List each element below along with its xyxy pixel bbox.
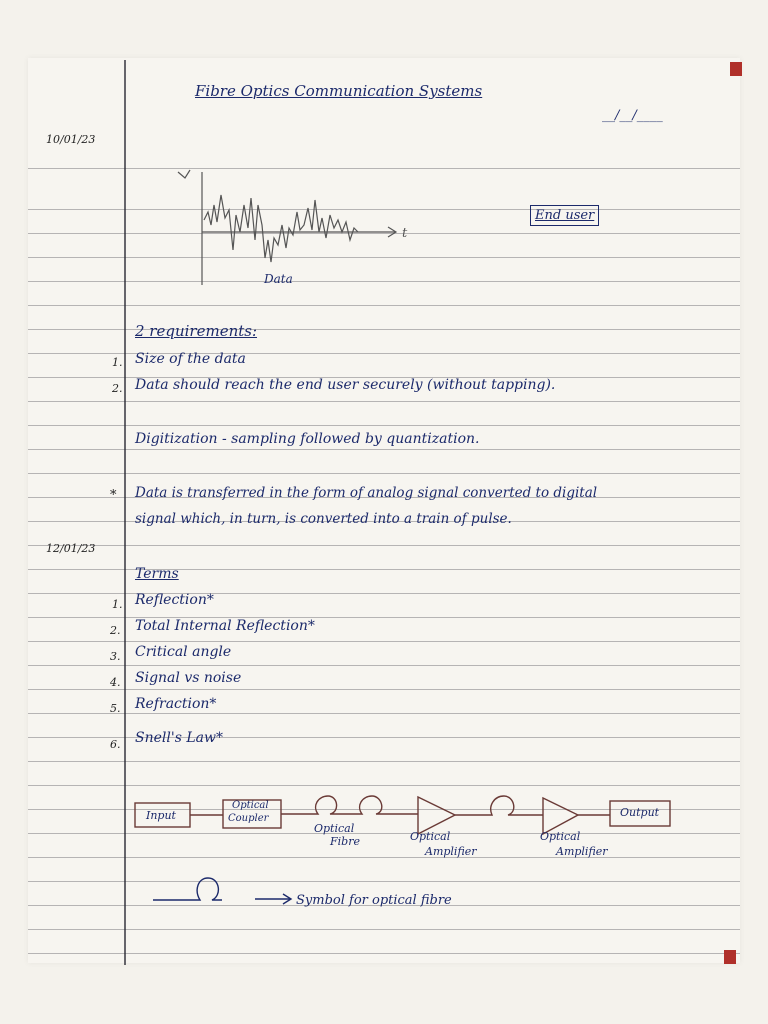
legend-fibre-symbol	[153, 878, 222, 900]
term-number: 3.	[110, 650, 121, 663]
term-item: Total Internal Reflection*	[135, 618, 315, 634]
amplifier-2-triangle	[543, 798, 578, 834]
input-label: Input	[146, 809, 176, 822]
term-number: 1.	[112, 598, 123, 611]
note-line-1: Data is transferred in the form of analog signal converted to digital	[135, 485, 598, 501]
term-item: Snell's Law*	[135, 730, 223, 746]
term-number: 6.	[110, 738, 121, 751]
date-field: __/__/____	[602, 108, 663, 123]
term-item: Signal vs noise	[135, 670, 242, 686]
amp2-label-1: Optical	[540, 830, 581, 843]
graph-data-label: Data	[264, 272, 293, 286]
requirement-item: Data should reach the end user securely (without tapping).	[135, 377, 556, 393]
term-number: 4.	[110, 676, 121, 689]
requirement-number: 1.	[112, 356, 123, 369]
note-line-2: signal which, in turn, is converted into a train of pulse.	[135, 511, 512, 527]
date-entry-1: 10/01/23	[46, 133, 96, 146]
term-number: 2.	[110, 624, 121, 637]
term-item: Refraction*	[135, 696, 217, 712]
graph-x-axis-label: t	[402, 226, 408, 241]
digitization-line: Digitization - sampling followed by quantization.	[135, 431, 480, 447]
requirement-number: 2.	[112, 382, 123, 395]
date-entry-2: 12/01/23	[46, 542, 96, 555]
coupler-label-2: Coupler	[228, 813, 269, 824]
term-number: 5.	[110, 702, 121, 715]
amp2-label-2: Amplifier	[556, 845, 608, 858]
term-item: Reflection*	[135, 592, 214, 608]
legend-text: Symbol for optical fibre	[296, 893, 452, 908]
optical-fibre-symbol	[281, 796, 418, 814]
requirement-item: Size of the data	[135, 351, 246, 367]
amplifier-1-triangle	[418, 797, 455, 834]
coupler-label-1: Optical	[232, 800, 269, 811]
output-label: Output	[620, 806, 660, 819]
end-user-box: End user	[530, 205, 599, 226]
note-bullet: *	[110, 488, 117, 503]
page-title: Fibre Optics Communication Systems	[195, 82, 483, 100]
fibre-label-2: Fibre	[330, 835, 360, 848]
requirements-title: 2 requirements:	[135, 322, 258, 340]
optical-fibre-symbol-2	[455, 796, 543, 815]
amp1-label-1: Optical	[410, 830, 451, 843]
amp1-label-2: Amplifier	[425, 845, 477, 858]
terms-title: Terms	[135, 566, 179, 582]
fibre-label-1: Optical	[314, 822, 355, 835]
term-item: Critical angle	[135, 644, 232, 660]
